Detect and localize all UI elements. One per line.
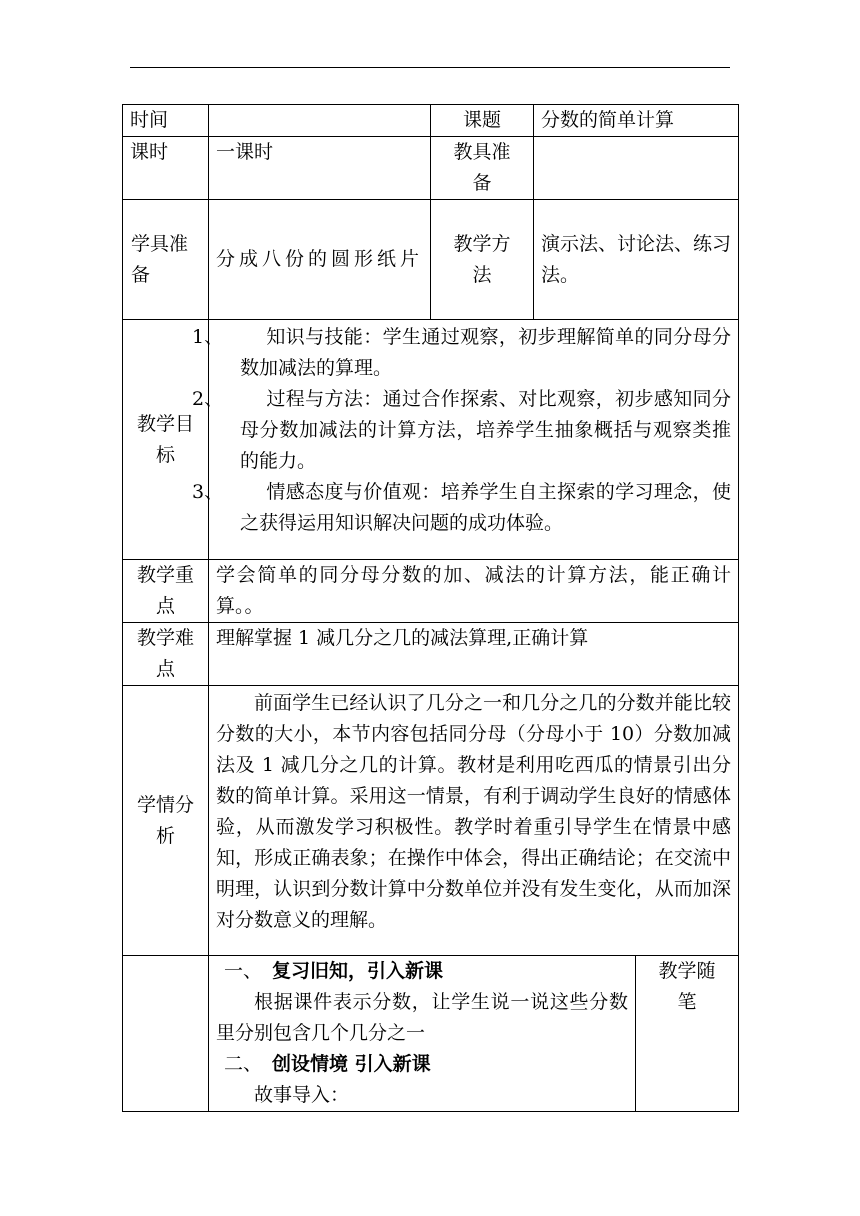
row-period: [123, 137, 739, 200]
value-time: [209, 105, 431, 137]
label-key-point: 教学重点: [123, 560, 209, 623]
analysis-text: 前面学生已经认识了几分之一和几分之几的分数并能比较分数的大小，本节内容包括同分母（分母小于 10）分数加减法及 1 减几分之几的计算。教材是利用吃西瓜的情景引出分数的简单计算。采用这一情景，有利于调动学生良好的情感体验，从而激发学习积极性。教学时着重引导学生在情景中感知，形成正确表象；在操作中体会，得出正确结论；在交流中明理，认识到分数计算中分数单位并没有发生变化，从而加深对分数意义的理解。: [209, 686, 739, 956]
difficulty-text: 理解掌握 1 减几分之几的减法算理,正确计算: [209, 623, 739, 686]
value-topic: 分数的简单计算: [534, 105, 739, 137]
row-process: [123, 956, 739, 1112]
objectives-list: [192, 320, 739, 560]
header-rule: [130, 67, 730, 68]
row-tools-method: [123, 200, 739, 320]
value-teacher-tools: [534, 137, 739, 200]
label-analysis: 学情分析: [123, 686, 209, 956]
row-key-point: [123, 560, 739, 623]
value-student-tools: 分成八份的圆形纸片: [209, 200, 431, 320]
label-topic: 课题: [431, 105, 534, 137]
row-objectives: [123, 320, 739, 560]
value-period: 一课时: [209, 137, 431, 200]
lesson-plan-table: [122, 104, 739, 1112]
label-method: 教学方法: [431, 200, 534, 320]
objective-item: 3、 情感态度与价值观：培养学生自主探索的学习理念，使之获得运用知识解决问题的成功体验。: [192, 481, 732, 534]
row-time: [123, 105, 739, 137]
value-method: 演示法、讨论法、练习法。: [534, 200, 739, 320]
section-2-text: 故事导入：: [254, 1084, 350, 1106]
objective-item: 2、 过程与方法：通过合作探索、对比观察，初步感知同分母分数加减法的计算方法，培养学生抽象概括与观察类推的能力。: [192, 388, 732, 472]
label-time: 时间: [123, 105, 209, 137]
section-1-title: 一、 复习旧知，引入新课: [224, 960, 444, 982]
notes-label: 教学随笔: [636, 956, 739, 1112]
label-period: 课时: [123, 137, 209, 200]
key-point-text: 学会简单的同分母分数的加、减法的计算方法，能正确计算。。: [209, 560, 739, 623]
label-teacher-tools: 教具准备: [431, 137, 534, 200]
label-difficulty: 教学难点: [123, 623, 209, 686]
process-content: [209, 956, 636, 1112]
section-1-text: 根据课件表示分数，让学生说一说这些分数里分别包含几个几分之一: [216, 991, 628, 1044]
row-difficulty: [123, 623, 739, 686]
objective-item: 1、 知识与技能：学生通过观察，初步理解简单的同分母分数加减法的算理。: [192, 326, 732, 379]
section-2-title: 二、 创设情境 引入新课: [224, 1053, 431, 1075]
label-student-tools: 学具准备: [123, 200, 209, 320]
row-analysis: [123, 686, 739, 956]
label-objectives: 教学目标: [123, 320, 209, 560]
process-empty-cell: [123, 956, 209, 1112]
